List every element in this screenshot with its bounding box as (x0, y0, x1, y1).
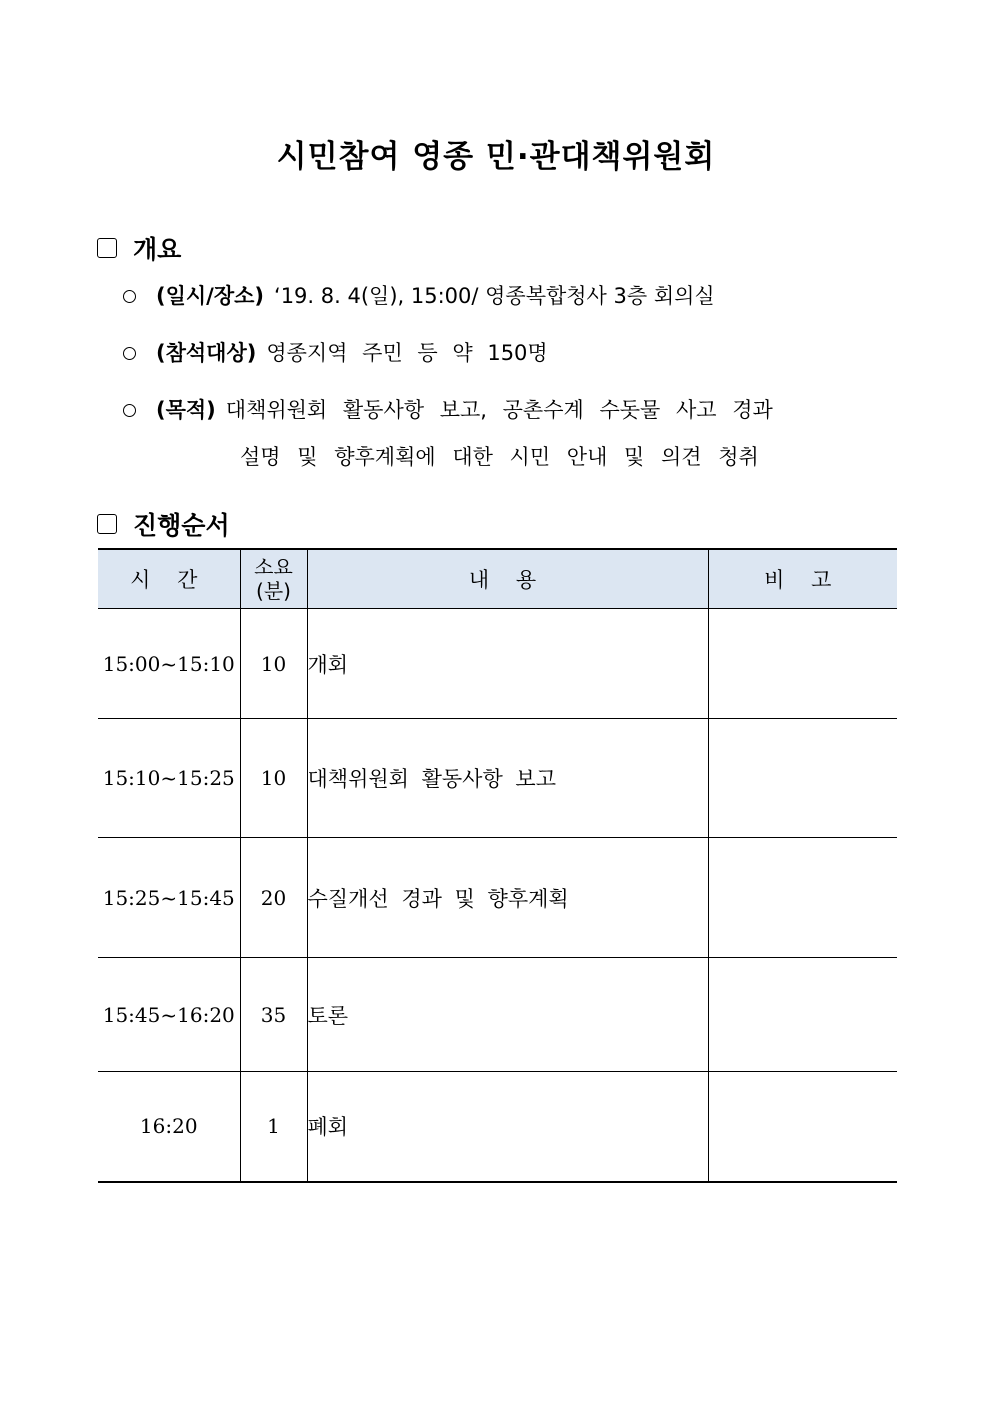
overview-item-attendees (123, 337, 897, 367)
table-row (98, 838, 897, 958)
item-label: (목적) (156, 398, 216, 422)
item-label: (일시/장소) (156, 284, 265, 308)
header-note: 비 고 (708, 549, 897, 609)
row-minutes: 10 (240, 719, 307, 838)
table-row (98, 609, 897, 719)
overview-item-datetime (123, 280, 897, 310)
item-text: 영종지역 주민 등 약 150명 (266, 341, 548, 365)
overview-item-purpose-continuation: 설명 및 향후계획에 대한 시민 안내 및 의견 청취 (240, 445, 759, 469)
table-row (98, 1072, 897, 1182)
section-schedule (97, 506, 230, 542)
row-time: 15:10~15:25 (98, 719, 240, 838)
checkbox-square-icon (97, 238, 117, 258)
table-row (98, 719, 897, 838)
row-note (708, 1072, 897, 1182)
header-duration-line2: (분) (256, 579, 291, 603)
row-minutes: 35 (240, 958, 307, 1072)
row-minutes: 20 (240, 838, 307, 958)
row-content: 폐회 (307, 1072, 708, 1182)
overview-item-purpose (123, 394, 897, 424)
row-time: 15:00~15:10 (98, 609, 240, 719)
bullet-circle-icon (123, 347, 136, 360)
item-text: ‘19. 8. 4(일), 15:00/ 영종복합청사 3층 회의실 (274, 284, 715, 308)
section-heading: 개요 (133, 235, 182, 264)
row-content: 수질개선 경과 및 향후계획 (307, 838, 708, 958)
section-heading: 진행순서 (133, 511, 230, 540)
row-note (708, 719, 897, 838)
row-minutes: 1 (240, 1072, 307, 1182)
item-text: 대책위원회 활동사항 보고, 공촌수계 수돗물 사고 경과 (225, 398, 773, 422)
row-content: 대책위원회 활동사항 보고 (307, 719, 708, 838)
document-title: 시민참여 영종 민·관대책위원회 (276, 139, 716, 175)
row-content: 토론 (307, 958, 708, 1072)
row-content: 개회 (307, 609, 708, 719)
checkbox-square-icon (97, 514, 117, 534)
schedule-table (98, 548, 897, 1183)
row-note (708, 958, 897, 1072)
row-note (708, 609, 897, 719)
row-minutes: 10 (240, 609, 307, 719)
row-time: 15:45~16:20 (98, 958, 240, 1072)
item-label: (참석대상) (156, 341, 257, 365)
bullet-circle-icon (123, 290, 136, 303)
row-time: 15:25~15:45 (98, 838, 240, 958)
header-content: 내 용 (307, 549, 708, 609)
table-row (98, 958, 897, 1072)
bullet-circle-icon (123, 404, 136, 417)
section-overview (97, 230, 181, 266)
row-time: 16:20 (98, 1072, 240, 1182)
table-header-row (98, 549, 897, 609)
row-note (708, 838, 897, 958)
header-time: 시 간 (98, 549, 240, 609)
header-duration (240, 549, 307, 609)
header-duration-line1: 소요 (254, 555, 293, 579)
